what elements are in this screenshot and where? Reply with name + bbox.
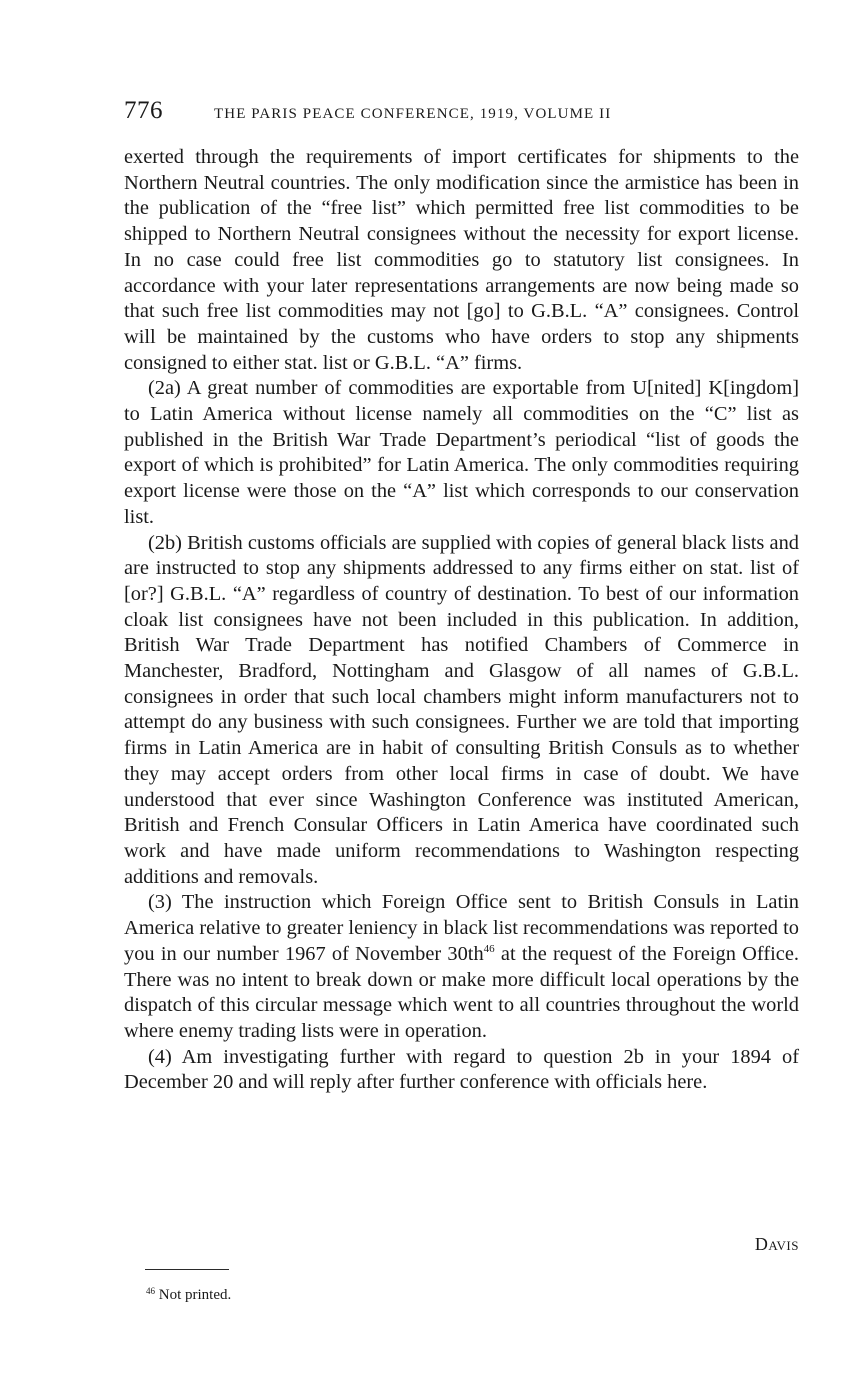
footnote-text: Not printed.: [158, 1287, 232, 1303]
running-title: THE PARIS PEACE CONFERENCE, 1919, VOLUME II: [214, 106, 612, 122]
footnote-divider: [145, 1269, 229, 1270]
page-number: 776: [124, 97, 163, 124]
body-text: [124, 145, 799, 1096]
footnote-marker: 46: [146, 1286, 155, 1296]
paragraph-continuation: exerted through the requirements of import certificates for shipments to the Northern Neutral countries. The only modification since the armistice has been in the publication of the “free list” which permitted free list commodities to be shipped to Northern Neutral consignees without the necessity for export license. In no case could free list commodities go to statutory list consignees. In accordance with your later representations arrangements are now being made so that such free list commodities may not [go] to G.B.L. “A” consignees. Control will be maintained by the customs who have orders to stop any shipments consigned to either stat. list or G.B.L. “A” firms.: [124, 146, 799, 374]
footnote: [146, 1281, 231, 1305]
paragraph-2a: (2a) A great number of commodities are exportable from U[nited] K[ingdom] to Latin America without license namely all commodities on the “C” list as published in the British War Trade Department’s periodical “list of goods the export of which is prohibited” for Latin America. The only commodities requiring export license were those on the “A” list which corresponds to our conservation list.: [124, 377, 799, 528]
paragraph-3-text-start: (3) The instruction which Foreign Office sent to British Consuls in Latin America relative to greater leniency in black list recommendations was reported to you in our number 1967 of November 30th: [124, 891, 799, 965]
running-head: [124, 97, 800, 131]
signature: Davis: [754, 1234, 799, 1254]
paragraph-4: (4) Am investigating further with regard to question 2b in your 1894 of December 20 and will reply after further conference with officials here.: [124, 1045, 799, 1094]
paragraph-2b: (2b) British customs officials are supplied with copies of general black lists and are instructed to stop any shipments addressed to any firms either on stat. list of [or?] G.B.L. “A” regardless of country of destination. To best of our information cloak list consignees have not been included in this publication. In addition, British War Trade Department has notified Chambers of Commerce in Manchester, Bradford, Nottingham and Glasgow of all names of G.B.L. consignees in order that such local chambers might inform manufacturers not to attempt do any business with such consignees. Further we are told that importing firms in Latin America are in habit of consulting British Consuls as to whether they may accept orders from other local firms in case of doubt. We have understood that ever since Washington Conference was instituted American, British and French Consular Officers in Latin America have coordinated such work and have made uniform recommendations to Washington respecting additions and removals.: [124, 531, 799, 888]
footnote-reference: 46: [483, 942, 495, 955]
paragraph-3: [124, 890, 799, 1044]
paragraph-3-text-end: at the request of the Foreign Office. There was no intent to break down or make more difficult local operations by the dispatch of this circular message which went to all countries throughout the world where enemy trading lists were in operation.: [124, 942, 799, 1042]
